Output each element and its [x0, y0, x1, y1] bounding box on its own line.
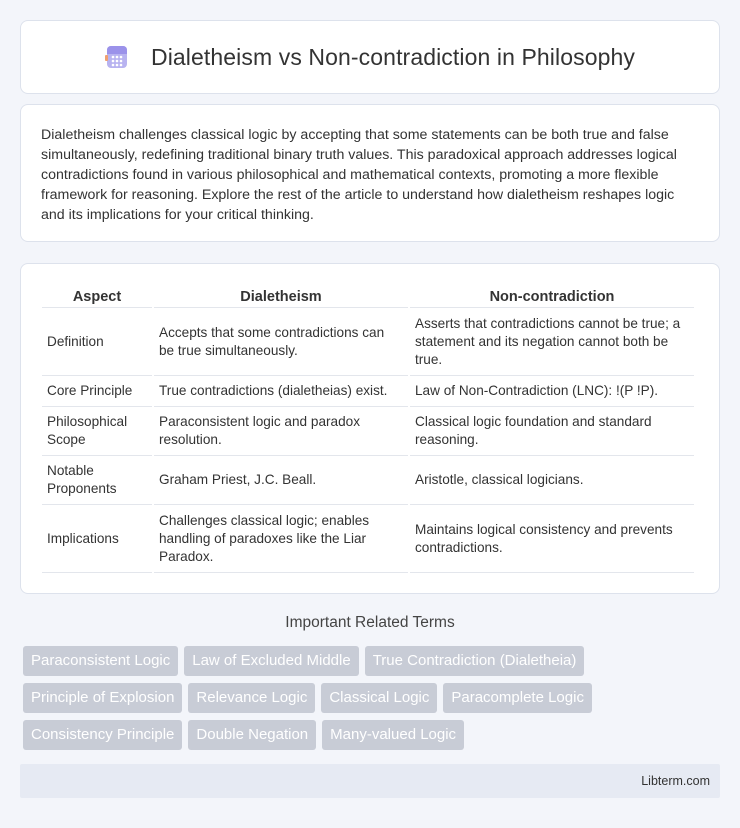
- table-cell: True contradictions (dialetheias) exist.: [154, 376, 408, 407]
- table-header-row: [42, 282, 694, 308]
- title-card: [20, 20, 720, 94]
- tag-row: [23, 646, 723, 676]
- table-row: [42, 376, 694, 407]
- calculator-grid-icon: [105, 45, 129, 69]
- table-cell: Implications: [42, 505, 152, 573]
- tag-classical-logic[interactable]: Classical Logic: [321, 683, 437, 713]
- intro-card: [20, 104, 720, 242]
- table-cell: Maintains logical consistency and prevents contradictions.: [410, 505, 694, 573]
- header-dialetheism: Dialetheism: [154, 282, 408, 308]
- header-non-contradiction: Non-contradiction: [410, 282, 694, 308]
- tag-many-valued-logic[interactable]: Many-valued Logic: [322, 720, 464, 750]
- tag-paraconsistent-logic[interactable]: Paraconsistent Logic: [23, 646, 178, 676]
- table-cell: Graham Priest, J.C. Beall.: [154, 456, 408, 505]
- header-aspect: Aspect: [42, 282, 152, 308]
- table-cell: Asserts that contradictions cannot be true; a statement and its negation cannot both be true.: [410, 308, 694, 376]
- table-cell: Paraconsistent logic and paradox resolution.: [154, 407, 408, 456]
- tag-row: [23, 720, 723, 750]
- intro-text: Dialetheism challenges classical logic by accepting that some statements can be both true and false simultaneously, redefining traditional binary truth values. This paradoxical approach addresses logical contradictions found in various philosophical and mathematical contexts, promoting a more flexible framework for reasoning. Explore the rest of the article to understand how dialetheism reshapes logic and its implications for your critical thinking.: [41, 127, 677, 223]
- tag-law-of-excluded-middle[interactable]: Law of Excluded Middle: [184, 646, 358, 676]
- tag-true-contradiction[interactable]: True Contradiction (Dialetheia): [365, 646, 585, 676]
- table-row: [42, 456, 694, 505]
- table-cell: Core Principle: [42, 376, 152, 407]
- table-cell: Notable Proponents: [42, 456, 152, 505]
- table-cell: Aristotle, classical logicians.: [410, 456, 694, 505]
- table-cell: Law of Non-Contradiction (LNC): !(P !P).: [410, 376, 694, 407]
- tag-consistency-principle[interactable]: Consistency Principle: [23, 720, 182, 750]
- footer-site-link[interactable]: Libterm.com: [641, 774, 710, 788]
- table-row: [42, 505, 694, 573]
- table-cell: Accepts that some contradictions can be true simultaneously.: [154, 308, 408, 376]
- table-row: [42, 308, 694, 376]
- tag-double-negation[interactable]: Double Negation: [188, 720, 316, 750]
- table-cell: Philosophical Scope: [42, 407, 152, 456]
- tag-principle-of-explosion[interactable]: Principle of Explosion: [23, 683, 182, 713]
- table-cell: Classical logic foundation and standard reasoning.: [410, 407, 694, 456]
- table-cell: Challenges classical logic; enables handling of paradoxes like the Liar Paradox.: [154, 505, 408, 573]
- footer: [20, 764, 720, 798]
- tag-relevance-logic[interactable]: Relevance Logic: [188, 683, 315, 713]
- comparison-card: [20, 263, 720, 594]
- page-title: Dialetheism vs Non-contradiction in Philosophy: [151, 43, 635, 70]
- table-row: [42, 407, 694, 456]
- comparison-table: [40, 282, 696, 573]
- tag-row: [23, 683, 723, 713]
- tag-paracomplete-logic[interactable]: Paracomplete Logic: [443, 683, 592, 713]
- related-terms-title: Important Related Terms: [285, 614, 455, 631]
- table-cell: Definition: [42, 308, 152, 376]
- related-terms-list: [23, 646, 723, 757]
